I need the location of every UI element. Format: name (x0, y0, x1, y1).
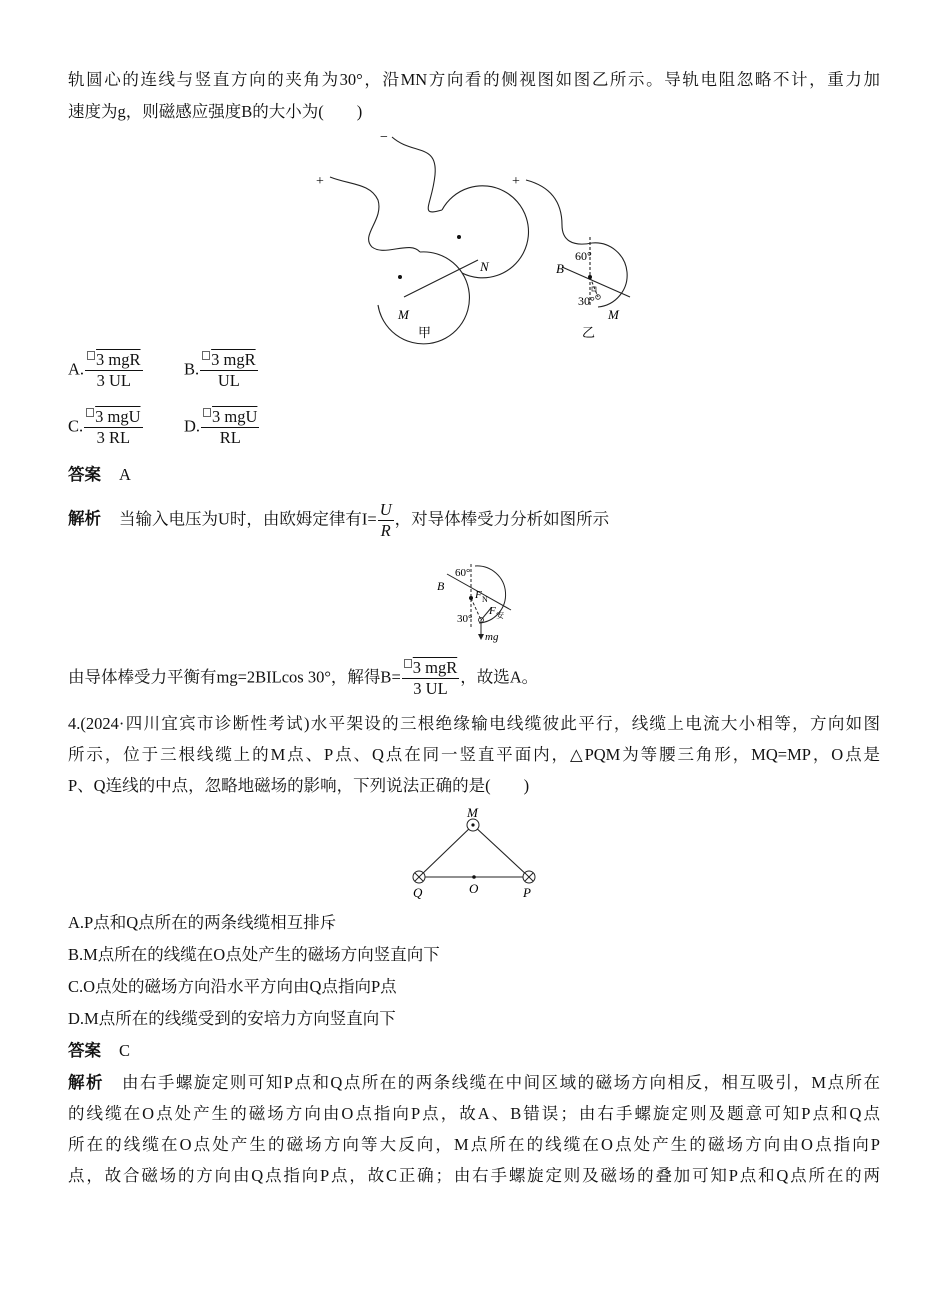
q3-fig-left-dot (398, 275, 402, 279)
q3-analysis-text-2: ，对导体棒受力分析如图所示 (394, 509, 610, 529)
q3-option-b-denominator: UL (217, 371, 240, 390)
q3-fig-caption-yi: 乙 (582, 325, 596, 340)
q3-answer (68, 463, 131, 487)
q4-option-b: B.M点所在的线缆在O点处产生的磁场方向竖直向下 (68, 945, 440, 964)
q3-option-c-denominator: 3 RL (96, 428, 131, 447)
q3-option-d: D. $\frac{\text{3 mgU}}{RL}$ (184, 407, 258, 447)
q3-option-a: A. $\frac{\text{3 mgR}}{3 UL}$ (68, 350, 141, 390)
q3-fig-yi-dot (588, 275, 592, 279)
q3-option-b: B. $\frac{\text{3 mgR}}{UL}$ (184, 350, 256, 390)
q4-answer-value: C (119, 1041, 131, 1060)
q4-answer (68, 1039, 130, 1063)
q4-option-a: A.P点和Q点所在的两条线缆相互排斥 (68, 913, 337, 932)
q4-option-d: D.M点所在的线缆受到的安培力方向竖直向下 (68, 1009, 396, 1028)
q4-analysis-label: 解析 (68, 1073, 104, 1092)
q4-fig-M: M (467, 805, 478, 820)
q3-force-B: B (437, 579, 445, 593)
q3-force-mg: mg (485, 631, 499, 643)
q4-fig-Q: Q (413, 885, 423, 900)
q3-fig-N: N (480, 259, 489, 274)
q4-option-c: C.O点处的磁场方向沿水平方向由Q点指向P点 (68, 977, 397, 996)
q3-analysis-frac-den: R (380, 521, 391, 540)
q3-answer-value: A (119, 465, 131, 484)
q3-figure-rails (300, 125, 650, 345)
q3-analysis-label: 解析 (68, 509, 101, 529)
q3-option-d-denominator: RL (219, 428, 241, 447)
q3-force-Fan: F (489, 605, 496, 617)
q3-balance-denominator: 3 UL (413, 679, 448, 698)
q3-fig-M-jia: M (398, 307, 409, 322)
q3-fig-right-dot (457, 235, 461, 239)
q3-balance-text-1: 由导体棒受力平衡有mg=2BILcos 30°，解得B= (68, 667, 401, 687)
q3-text-line-1: 轨圆心的连线与竖直方向的夹角为30°，沿MN方向看的侧视图如图乙所示。导轨电阻忽略不计，重力加 (68, 70, 880, 89)
q4-text-line-2: 所示，位于三根线缆上的M点、P点、Q点在同一竖直平面内，△PQM为等腰三角形，MQ=MP，O点是 (68, 745, 880, 764)
q3-force-diagram (425, 558, 535, 648)
q3-force-angle-60: 60° (455, 567, 471, 579)
q3-analysis (68, 500, 609, 541)
q3-answer-label: 答案 (68, 465, 101, 484)
q4-answer-label: 答案 (68, 1041, 101, 1060)
q3-option-d-numerator: 3 mgU (212, 407, 258, 426)
q4-analysis-text-1: 由右手螺旋定则可知P点和Q点所在的两条线缆在中间区域的磁场方向相反，相互吸引，M点所在 (121, 1073, 881, 1092)
q4-analysis-line-4: 点，故合磁场的方向由Q点指向P点，故C正确；由右手螺旋定则及磁场的叠加可知P点和Q点所在的两 (68, 1166, 880, 1185)
q3-force-FN-sub: N (482, 595, 488, 604)
q4-text-line-1: 4.(2024·四川宜宾市诊断性考试)水平架设的三根绝缘输电线缆彼此平行，线缆上电流大小相等，方向如图 (68, 714, 880, 733)
q4-triangle-figure (405, 805, 545, 900)
q3-option-b-numerator: 3 mgR (211, 350, 256, 369)
q3-option-a-denominator: 3 UL (96, 371, 131, 390)
q3-force-Fan-sub: 安 (496, 611, 504, 620)
q4-analysis-line-1 (68, 1071, 880, 1095)
q3-analysis-text-1: 当输入电压为U时，由欧姆定律有I= (119, 509, 377, 529)
q3-fig-minus: − (380, 130, 388, 145)
q3-option-c: C. $\frac{\text{3 mgU}}{3 RL}$ (68, 407, 141, 447)
q3-balance-text-2: ，故选A。 (460, 667, 539, 687)
q3-fig-angle-60: 60° (575, 249, 592, 263)
q4-analysis-line-3: 所在的线缆在O点处产生的磁场方向等大反向，M点所在的线缆在O点处产生的磁场方向由O点指向P (68, 1135, 880, 1154)
q3-balance (68, 658, 538, 699)
q4-analysis-line-2: 的线缆在O点处产生的磁场方向由O点指向P点，故A、B错误；由右手螺旋定则及题意可知P点和Q点 (68, 1104, 880, 1123)
q3-balance-numerator: 3 mgR (412, 658, 458, 677)
q3-fig-plus-yi: + (512, 174, 520, 189)
q4-text-line-3: P、Q连线的中点，忽略地磁场的影响，下列说法正确的是( ) (68, 776, 530, 795)
q3-fig-angle-30: 30° (578, 294, 595, 308)
q3-fig-caption-jia: 甲 (418, 325, 432, 340)
q4-fig-O: O (469, 881, 479, 896)
q3-force-angle-30: 30° (457, 613, 473, 625)
q3-force-FN: F (475, 589, 482, 601)
q3-analysis-frac-num: U (379, 500, 392, 519)
q3-fig-B: B (556, 261, 564, 276)
q4-fig-P: P (523, 885, 531, 900)
q3-fig-plus-jia: + (316, 174, 324, 189)
q3-fig-M-yi: M (608, 307, 619, 322)
q3-text-line-2: 速度为g，则磁感应强度B的大小为( ) (68, 102, 363, 121)
q3-option-c-numerator: 3 mgU (95, 407, 141, 426)
q3-option-a-numerator: 3 mgR (96, 350, 141, 369)
